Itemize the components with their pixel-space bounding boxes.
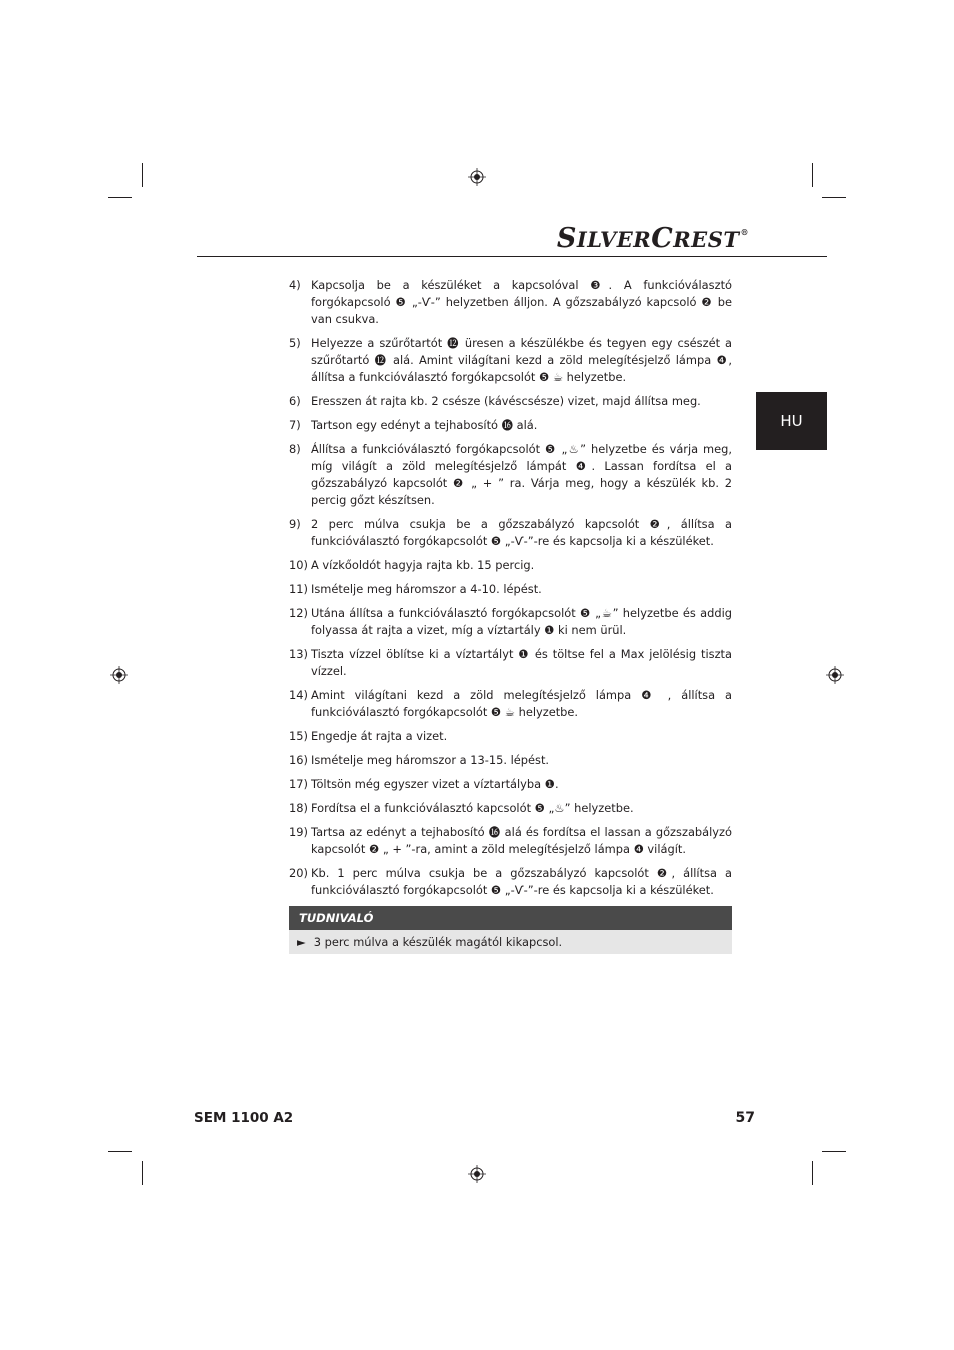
step-text: Eresszen át rajta kb. 2 csésze (kávéscsésze) vizet, majd állítsa meg. (311, 394, 701, 408)
step-text: Állítsa a funkcióválasztó forgókapcsolót ❺ „♨” helyzetbe és várja meg, míg világít a zöld melegítésjelző lámpát ❹. Lassan fordítsa el a gőzszabályzó kapcsolót ❷ „ + ” ra. Várja meg, hogy a készülék kb. 2 percig gőzt készítsen. (311, 442, 732, 507)
note-heading: TUDNIVALÓ (289, 906, 732, 930)
step-number: 7) (289, 418, 301, 432)
page-number: 57 (735, 1110, 755, 1126)
list-item (289, 824, 732, 858)
step-text: Engedje át rajta a vizet. (311, 729, 448, 743)
step-number: 14) (289, 688, 308, 702)
note-text: 3 perc múlva a készülék magától kikapcsol. (313, 935, 563, 949)
registration-mark-icon (468, 168, 486, 186)
note-box (289, 906, 732, 954)
step-number: 4) (289, 278, 301, 292)
instruction-list (289, 277, 732, 954)
step-text: Tiszta vízzel öblítse ki a víztartályt ❶ és töltse fel a Max jelölésig tiszta vízzel. (311, 647, 732, 678)
list-item (289, 335, 732, 386)
step-number: 8) (289, 442, 301, 456)
registration-mark-icon (468, 1165, 486, 1183)
list-item (289, 865, 732, 899)
step-number: 15) (289, 729, 308, 743)
list-item (289, 646, 732, 680)
step-number: 13) (289, 647, 308, 661)
list-item (289, 728, 732, 745)
step-text: Utána állítsa a funkcióválasztó forgókapcsolót ❺ „☕” helyzetbe és addig folyassa át rajta a vizet, míg a víztartály ❶ ki nem ürül. (311, 606, 732, 637)
list-item (289, 581, 732, 598)
header-rule (197, 256, 827, 257)
step-number: 10) (289, 558, 308, 572)
step-text: A vízkőoldót hagyja rajta kb. 15 percig. (311, 558, 535, 572)
step-number: 5) (289, 336, 301, 350)
step-number: 12) (289, 606, 308, 620)
list-item (289, 277, 732, 328)
step-number: 20) (289, 866, 308, 880)
step-number: 6) (289, 394, 301, 408)
list-item (289, 441, 732, 509)
crop-mark (822, 1151, 846, 1152)
step-number: 16) (289, 753, 308, 767)
step-number: 11) (289, 582, 308, 596)
list-item (289, 800, 732, 817)
list-item (289, 776, 732, 793)
step-text: Amint világítani kezd a zöld melegítésjelző lámpa ❹ , állítsa a funkcióválasztó forgókapcsolót ❺ ☕ helyzetbe. (311, 688, 732, 719)
crop-mark (812, 1161, 813, 1185)
list-item (289, 752, 732, 769)
step-text: Helyezze a szűrőtartót ⓬ üresen a készülékbe és tegyen egy csészét a szűrőtartó ⓬ alá. Amint világítani kezd a zöld melegítésjelző lámpa ❹, állítsa a funkcióválasztó forgókapcsolót ❺ ☕ helyzetbe. (311, 336, 732, 384)
list-item (289, 393, 732, 410)
steps-container (289, 277, 732, 899)
step-text: Töltsön még egyszer vizet a víztartályba ❶. (311, 777, 559, 791)
list-item (289, 516, 732, 550)
brand-logo: SILVERCREST® (556, 223, 749, 254)
step-text: Fordítsa el a funkcióválasztó kapcsolót ❺ „♨” helyzetbe. (311, 801, 634, 815)
step-number: 18) (289, 801, 308, 815)
crop-mark (142, 163, 143, 187)
registration-mark-icon (826, 666, 844, 684)
step-text: Ismételje meg háromszor a 4-10. lépést. (311, 582, 542, 596)
crop-mark (108, 1151, 132, 1152)
registration-mark-icon (110, 666, 128, 684)
model-number: SEM 1100 A2 (194, 1110, 294, 1126)
note-body (289, 930, 732, 954)
language-code: HU (780, 412, 803, 430)
step-number: 9) (289, 517, 301, 531)
crop-mark (822, 197, 846, 198)
bullet-arrow-icon: ► (297, 935, 306, 949)
crop-mark (142, 1161, 143, 1185)
list-item (289, 687, 732, 721)
step-text: Kapcsolja be a készüléket a kapcsolóval ❸. A funkcióválasztó forgókapcsoló ❺ „-Ѵ-” helyzetben álljon. A gőzszabályzó kapcsoló ❷ be van csukva. (311, 278, 732, 326)
step-text: Tartsa az edényt a tejhabosító ⓰ alá és fordítsa el lassan a gőzszabályzó kapcsolót ❷ „ + ”-ra, amint a zöld melegítésjelző lámpa ❹ világít. (311, 825, 732, 856)
language-tab (756, 392, 827, 450)
crop-mark (108, 197, 132, 198)
step-text: Ismételje meg háromszor a 13-15. lépést. (311, 753, 550, 767)
step-text: Kb. 1 perc múlva csukja be a gőzszabályzó kapcsolót ❷, állítsa a funkcióválasztó forgókapcsolót ❺ „-Ѵ-”-re és kapcsolja ki a készüléket. (311, 866, 732, 897)
crop-mark (812, 163, 813, 187)
list-item (289, 557, 732, 574)
list-item (289, 605, 732, 639)
list-item (289, 417, 732, 434)
step-text: 2 perc múlva csukja be a gőzszabályzó kapcsolót ❷, állítsa a funkcióválasztó forgókapcsolót ❺ „-Ѵ-”-re és kapcsolja ki a készüléket. (311, 517, 732, 548)
step-number: 17) (289, 777, 308, 791)
step-text: Tartson egy edényt a tejhabosító ⓰ alá. (311, 418, 538, 432)
step-number: 19) (289, 825, 308, 839)
